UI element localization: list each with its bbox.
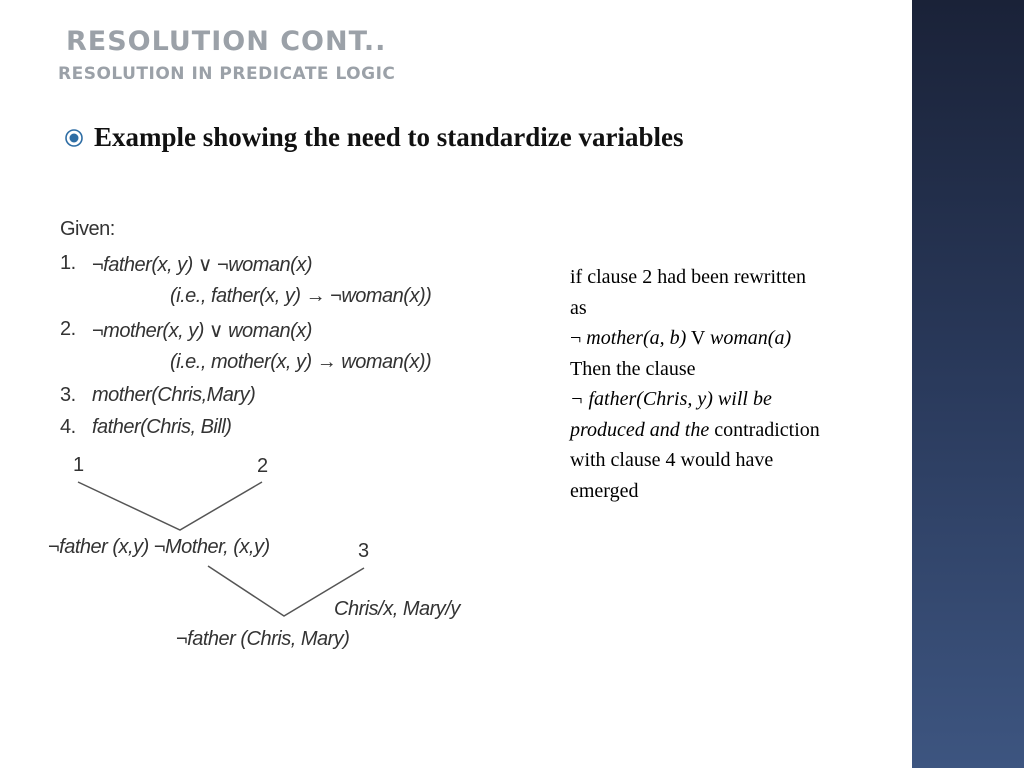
given-label: Given: <box>60 218 115 240</box>
tree-leaf-3: 3 <box>358 540 369 562</box>
clause-number: 1. <box>60 252 76 274</box>
substitution-label: Chris/x, Mary/y <box>334 598 460 620</box>
resolution-tree-lines <box>48 214 518 664</box>
clause-text: (i.e., mother(x, y) → woman(x)) <box>170 351 432 373</box>
note-line: Then the clause <box>570 357 696 380</box>
tree-leaf-1: 1 <box>73 454 84 476</box>
resolvent-2: ¬father (Chris, Mary) <box>176 628 350 650</box>
clause-number: 4. <box>60 416 76 438</box>
explanation-note <box>570 262 900 506</box>
decorative-sidebar <box>912 0 1024 768</box>
note-line: produced and the contradiction <box>570 418 820 441</box>
clause-number: 3. <box>60 384 76 406</box>
clause-text: ¬mother(x, y) ∨ woman(x) <box>92 320 312 342</box>
resolvent-1: ¬father (x,y) ¬Mother, (x,y) <box>48 536 270 558</box>
resolution-diagram <box>48 214 518 664</box>
clause-text: mother(Chris,Mary) <box>92 384 256 406</box>
note-line: emerged <box>570 479 639 502</box>
bullet-item <box>64 122 684 153</box>
bullet-text: Example showing the need to standardize variables <box>94 122 684 152</box>
note-line: ¬ mother(a, b) V woman(a) <box>570 327 792 349</box>
note-line: ¬ father(Chris, y) will be <box>570 388 772 410</box>
note-line: as <box>570 296 587 319</box>
note-line: with clause 4 would have <box>570 449 774 471</box>
note-line: if clause 2 had been rewritten <box>570 266 807 288</box>
target-bullet-icon <box>64 128 84 148</box>
clause-text: father(Chris, Bill) <box>92 416 232 438</box>
clause-number: 2. <box>60 318 76 340</box>
clause-text: ¬father(x, y) ∨ ¬woman(x) <box>92 254 312 276</box>
clause-text: (i.e., father(x, y) → ¬woman(x)) <box>170 285 432 307</box>
tree-leaf-2: 2 <box>257 455 268 477</box>
slide-title: RESOLUTION CONT.. <box>66 26 387 57</box>
slide-subtitle: RESOLUTION IN PREDICATE LOGIC <box>58 64 396 84</box>
